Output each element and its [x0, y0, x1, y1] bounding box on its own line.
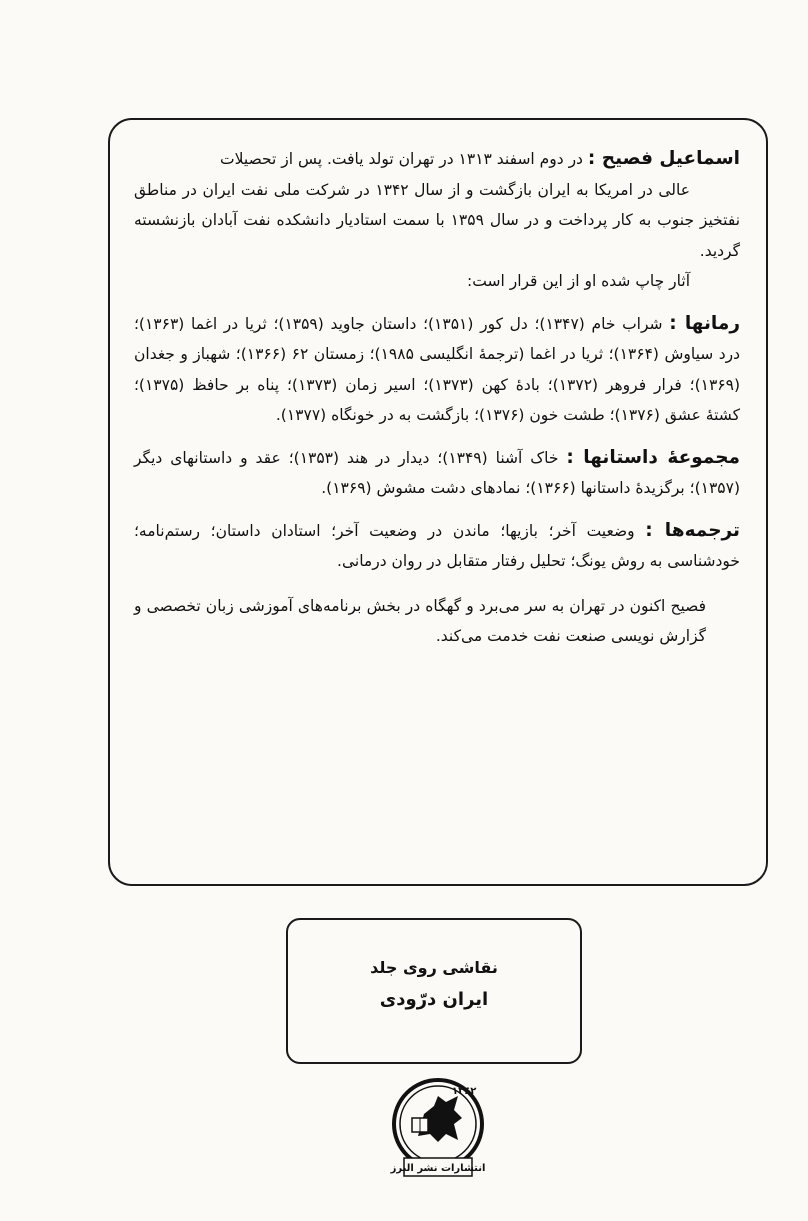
author-name: اسماعیل فصیح :: [587, 148, 740, 169]
publisher-name: انتشارات نشر البرز: [390, 1163, 486, 1174]
stories-title: مجموعهٔ داستانها :: [566, 446, 740, 468]
bio-body: عالی در امریکا به ایران بازگشت و از سال ۱۳۴۲ در شرکت ملی نفت ایران در مناطق نفتخیز جنوب به کار پرداخت و در سال ۱۳۵۹ با سمت استادیار دانشکده نفت آبادان بازنشسته گردید.: [134, 180, 741, 260]
bio-paragraph: [134, 144, 740, 297]
works-intro: آثار چاپ شده او از این قرار است:: [467, 272, 690, 290]
translations-title: ترجمه‌ها :: [645, 519, 740, 541]
cover-credit-box: [286, 918, 582, 1064]
author-bio-box: [108, 118, 768, 886]
cover-painting-label: نقاشی روی جلد: [370, 958, 498, 977]
publisher-logo-icon: [388, 1074, 488, 1184]
bio-first-line: در دوم اسفند ۱۳۱۳ در تهران تولد یافت. پس از تحصیلات: [220, 150, 583, 168]
stories-list: خاک آشنا (۱۳۴۹)؛ دیدار در هند (۱۳۵۳)؛ عقد و داستانهای دیگر (۱۳۵۷)؛ برگزیدهٔ داستانها (۱۳۶۶)؛ نمادهای دشت مشوش (۱۳۶۹).: [134, 448, 740, 497]
novels-title: رمانها :: [669, 312, 740, 334]
cover-artist-name: ایران درّودی: [379, 989, 489, 1010]
closing-paragraph: فصیح اکنون در تهران به سر می‌برد و گهگاه در بخش برنامه‌های آموزشی زبان تخصصی و گزارش نویسی صنعت نفت خدمت می‌کند.: [134, 596, 706, 645]
translations-section: [134, 516, 740, 577]
translations-list: وضعیت آخر؛ بازیها؛ ماندن در وضعیت آخر؛ استادان داستان؛ رستم‌نامه؛ خودشناسی به روش یونگ؛ تحلیل رفتار متقابل در روان درمانی.: [134, 521, 740, 570]
logo-year: ۱۳۶۲: [452, 1086, 477, 1097]
novels-section: [134, 309, 740, 431]
stories-section: [134, 443, 740, 504]
novels-list: شراب خام (۱۳۴۷)؛ دل کور (۱۳۵۱)؛ داستان جاوید (۱۳۵۹)؛ ثریا در اغما (۱۳۶۳)؛ درد سیاوش (۱۳۶۴)؛ ثریا در اغما (ترجمهٔ انگلیسی ۱۹۸۵)؛ زمستان ۶۲ (۱۳۶۶)؛ شهباز و جغدان (۱۳۶۹)؛ فرار فروهر (۱۳۷۲)؛ بادهٔ کهن (۱۳۷۳)؛ اسیر زمان (۱۳۷۳)؛ پناه بر حافظ (۱۳۷۵)؛ کشتهٔ عشق (۱۳۷۶)؛ طشت خون (۱۳۷۶)؛ بازگشت به در خونگاه (۱۳۷۷).: [134, 314, 740, 424]
